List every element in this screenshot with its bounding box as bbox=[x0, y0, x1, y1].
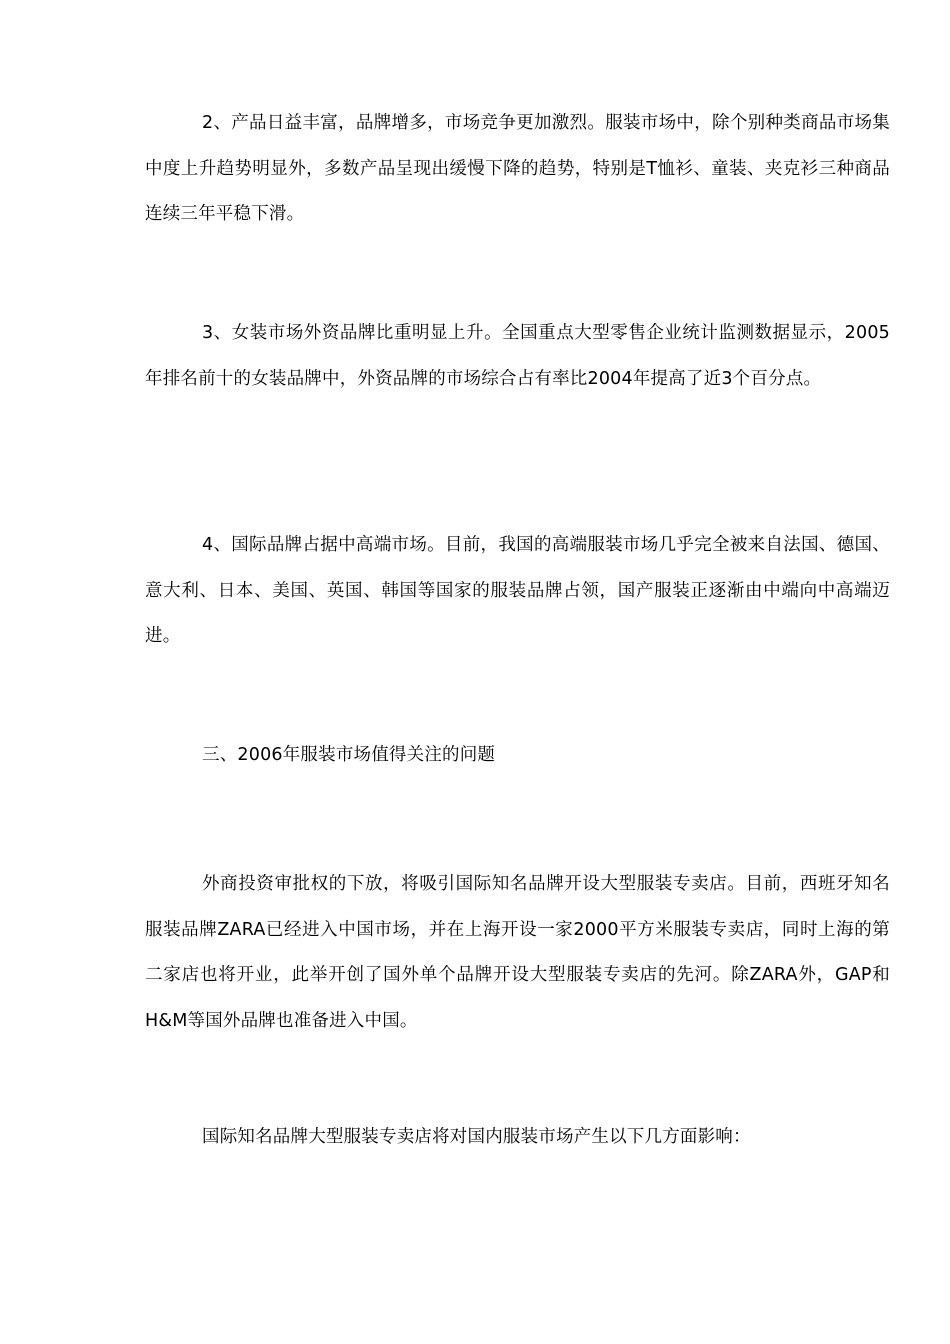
paragraph-impact-intro: 国际知名品牌大型服装专卖店将对国内服装市场产生以下几方面影响： bbox=[202, 1127, 751, 1147]
paragraph-international-brands-high-end: 4、国际品牌占据中高端市场。目前，我国的高端服装市场几乎完全被来自法国、德国、意大利、日本、美国、英国、韩国等国家的服装品牌占领，国产服装正逐渐由中端向中高端迈进。 bbox=[145, 535, 890, 646]
section-heading-2006-issues: 三、2006年服装市场值得关注的问题 bbox=[202, 745, 496, 765]
paragraph-womens-wear-foreign-brands: 3、女装市场外资品牌比重明显上升。全国重点大型零售企业统计监测数据显示，2005年排名前十的女装品牌中，外资品牌的市场综合占有率比2004年提高了近3个百分点。 bbox=[145, 323, 890, 389]
paragraph-foreign-investment-approval: 外商投资审批权的下放，将吸引国际知名品牌开设大型服装专卖店。目前，西班牙知名服装品牌ZARA已经进入中国市场，并在上海开设一家2000平方米服装专卖店，同时上海的第二家店也将开业，此举开创了国外单个品牌开设大型服装专卖店的先河。除ZARA外，GAP和H&M等国外品牌也准备进入中国。 bbox=[145, 874, 890, 1031]
paragraph-product-competition: 2、产品日益丰富，品牌增多，市场竞争更加激烈。服装市场中，除个别种类商品市场集中度上升趋势明显外，多数产品呈现出缓慢下降的趋势，特别是T恤衫、童装、夹克衫三种商品连续三年平稳下滑。 bbox=[145, 113, 890, 224]
